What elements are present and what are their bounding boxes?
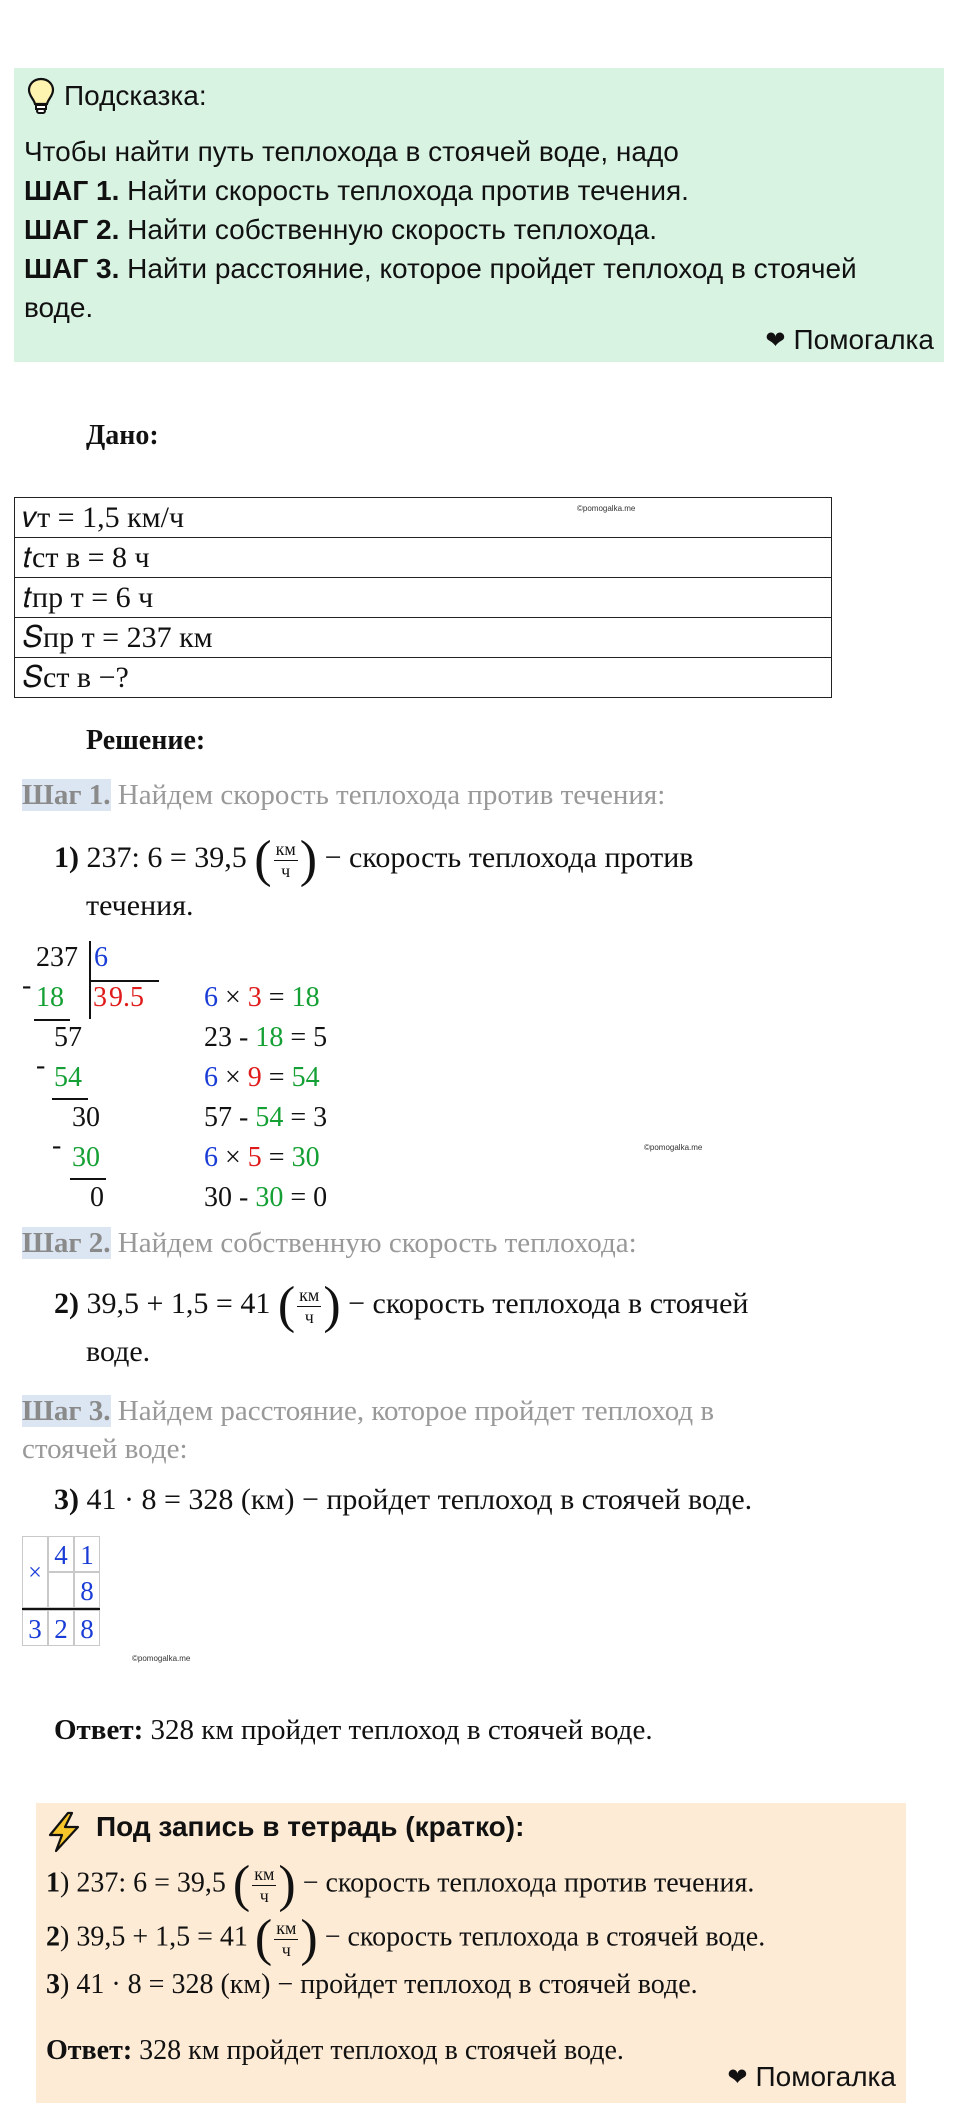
answer: Ответ: 328 км пройдет теплоход в стоячей воде.	[54, 1714, 653, 1746]
division-op-row: 6 × 3 = 18	[204, 982, 320, 1013]
division-op-row: 30 - 30 = 0	[204, 1182, 328, 1213]
step-2-heading: Шаг 2. Найдем собственную скорость теплохода:	[22, 1227, 637, 1259]
division-op-row: 6 × 9 = 54	[204, 1062, 320, 1093]
step-label: Шаг 3.	[22, 1395, 111, 1427]
hint-line: воде.	[24, 292, 94, 323]
unit-fraction: ( км ч )	[232, 1856, 296, 1913]
given-row	[15, 578, 832, 618]
given-value: 𝑆пр т = 237 км	[15, 618, 832, 658]
note-line-1: 1) 237: 6 = 39,5 ( км ч ) − скорость теплохода против течения.	[46, 1856, 755, 1913]
hint-line: ШАГ 3. Найти расстояние, которое пройдет теплоход в стоячей	[24, 253, 857, 284]
note-answer: Ответ: 328 км пройдет теплоход в стоячей воде.	[46, 2035, 624, 2066]
heart-icon: ❤	[765, 326, 786, 354]
watermark: ©pomogalka.me	[577, 504, 636, 513]
solution-title: Решение:	[86, 725, 206, 756]
note-line-2: 2) 39,5 + 1,5 = 41 ( км ч ) − скорость теплохода в стоячей воде.	[46, 1910, 766, 1967]
heart-icon: ❤	[727, 2063, 748, 2091]
equation-1-cont: течения.	[86, 889, 194, 922]
step-label: Шаг 2.	[22, 1227, 111, 1259]
note-line-3: 3) 41 · 8 = 328 (км) − пройдет теплоход в стоячей воде.	[46, 1969, 698, 2000]
given-value: 𝑆ст в −?	[15, 658, 832, 698]
given-value: 𝑣т = 1,5 км/ч	[23, 500, 185, 534]
step-label: Шаг 1.	[22, 779, 111, 811]
hint-box	[14, 68, 944, 362]
brand-label	[765, 324, 934, 356]
unit-fraction: ( км ч )	[254, 831, 318, 889]
step-1-heading: Шаг 1. Найдем скорость теплохода против течения:	[22, 779, 666, 811]
notebook-box	[36, 1803, 906, 2103]
division-op-row: 23 - 18 = 5	[204, 1022, 328, 1053]
unit-fraction: ( км ч )	[254, 1910, 318, 1967]
multiply-sign: ×	[22, 1536, 48, 1608]
division-op-row: 6 × 5 = 30	[204, 1142, 320, 1173]
equation-1: 1) 237: 6 = 39,5 ( км ч ) − скорость теплохода против	[54, 831, 694, 889]
brand-label	[727, 2061, 896, 2093]
given-value: 𝑡пр т = 6 ч	[15, 578, 832, 618]
hint-line: ШАГ 1. Найти скорость теплохода против течения.	[24, 175, 689, 206]
equation-2: 2) 39,5 + 1,5 = 41 ( км ч ) − скорость теплохода в стоячей	[54, 1277, 749, 1335]
given-table	[14, 497, 832, 698]
watermark: ©pomogalka.me	[132, 1654, 191, 1663]
step-3-heading: Шаг 3. Найдем расстояние, которое пройдет теплоход в стоячей воде:	[22, 1395, 715, 1465]
given-row	[15, 618, 832, 658]
hint-title: Подсказка:	[64, 80, 207, 111]
given-row	[15, 498, 832, 538]
equation-3: 3) 41 · 8 = 328 (км) − пройдет теплоход в стоячей воде.	[54, 1483, 753, 1516]
brand-name: Помогалка	[755, 2061, 896, 2092]
division-op-row: 57 - 54 = 3	[204, 1102, 328, 1133]
hint-text	[24, 132, 924, 327]
given-row	[15, 658, 832, 698]
unit-fraction: ( км ч )	[277, 1277, 341, 1335]
hint-line: Чтобы найти путь теплохода в стоячей воде, надо	[24, 136, 679, 167]
lightning-icon	[44, 1811, 84, 1853]
equation-2-cont: воде.	[86, 1335, 151, 1368]
lightbulb-icon	[26, 76, 56, 116]
hint-line: ШАГ 2. Найти собственную скорость теплохода.	[24, 214, 658, 245]
watermark: ©pomogalka.me	[644, 1143, 703, 1152]
given-row	[15, 538, 832, 578]
brand-name: Помогалка	[793, 324, 934, 355]
given-value: 𝑡ст в = 8 ч	[15, 538, 832, 578]
given-title: Дано:	[86, 420, 159, 451]
note-title: Под запись в тетрадь (кратко):	[96, 1811, 525, 1842]
